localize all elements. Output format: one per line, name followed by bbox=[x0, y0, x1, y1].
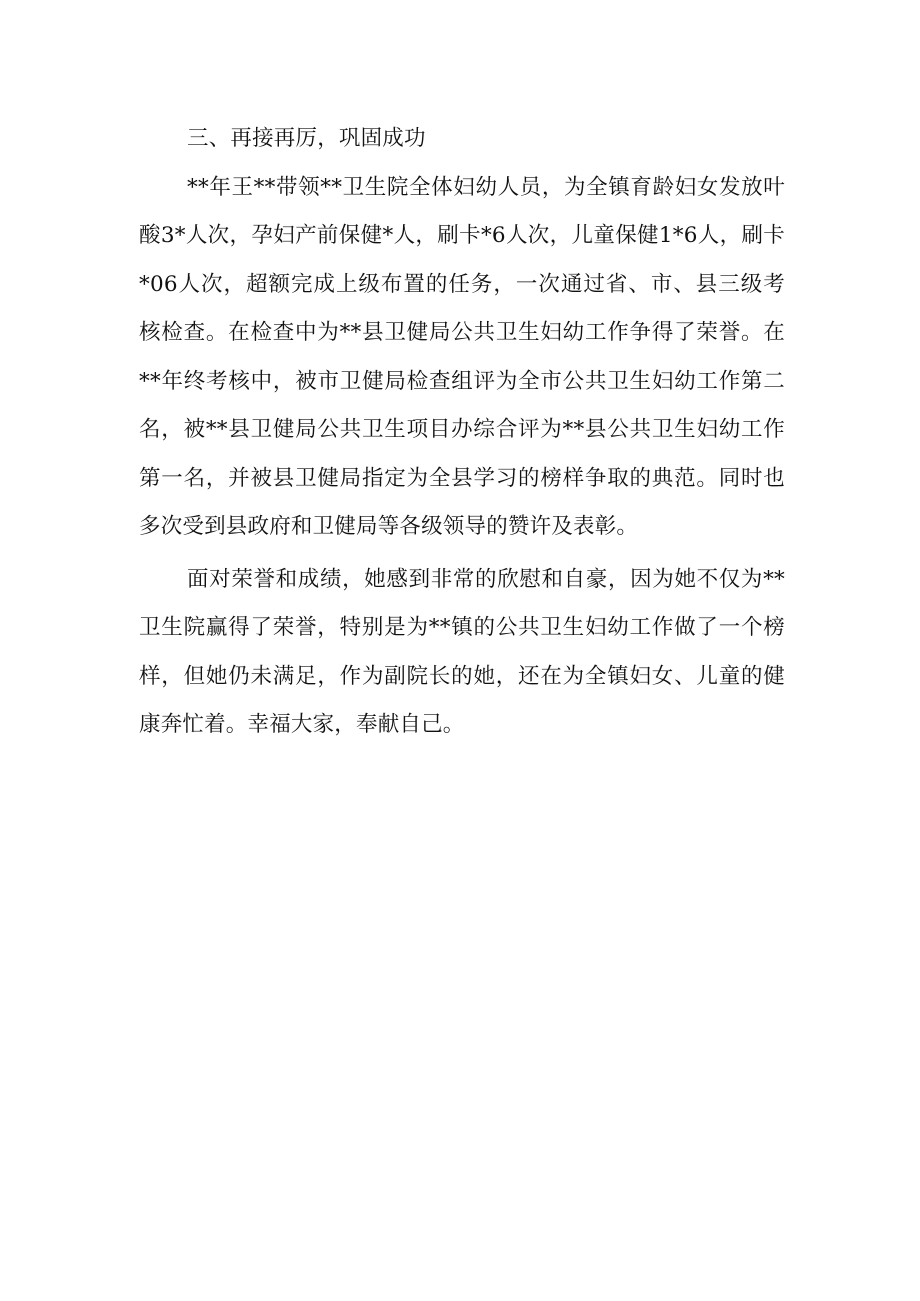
document-body bbox=[139, 115, 785, 754]
paragraph-achievements: **年王**带领**卫生院全体妇幼人员，为全镇育龄妇女发放叶酸3*人次，孕妇产前保健*人，刷卡*6人次，儿童保健1*6人，刷卡*06人次，超额完成上级布置的任务，一次通过省、市、县三级考核检查。在检查中为**县卫健局公共卫生妇幼工作争得了荣誉。在**年终考核中，被市卫健局检查组评为全市公共卫生妇幼工作第二名，被**县卫健局公共卫生项目办综合评为**县公共卫生妇幼工作第一名，并被县卫健局指定为全县学习的榜样争取的典范。同时也多次受到县政府和卫健局等各级领导的赞许及表彰。 bbox=[139, 174, 785, 539]
paragraph-reflection: 面对荣誉和成绩，她感到非常的欣慰和自豪，因为她不仅为**卫生院赢得了荣誉，特别是为**镇的公共卫生妇幼工作做了一个榜样，但她仍未满足，作为副院长的她，还在为全镇妇女、儿童的健康奔忙着。幸福大家，奉献自己。 bbox=[139, 566, 785, 737]
section-heading: 三、再接再厉，巩固成功 bbox=[187, 126, 426, 151]
